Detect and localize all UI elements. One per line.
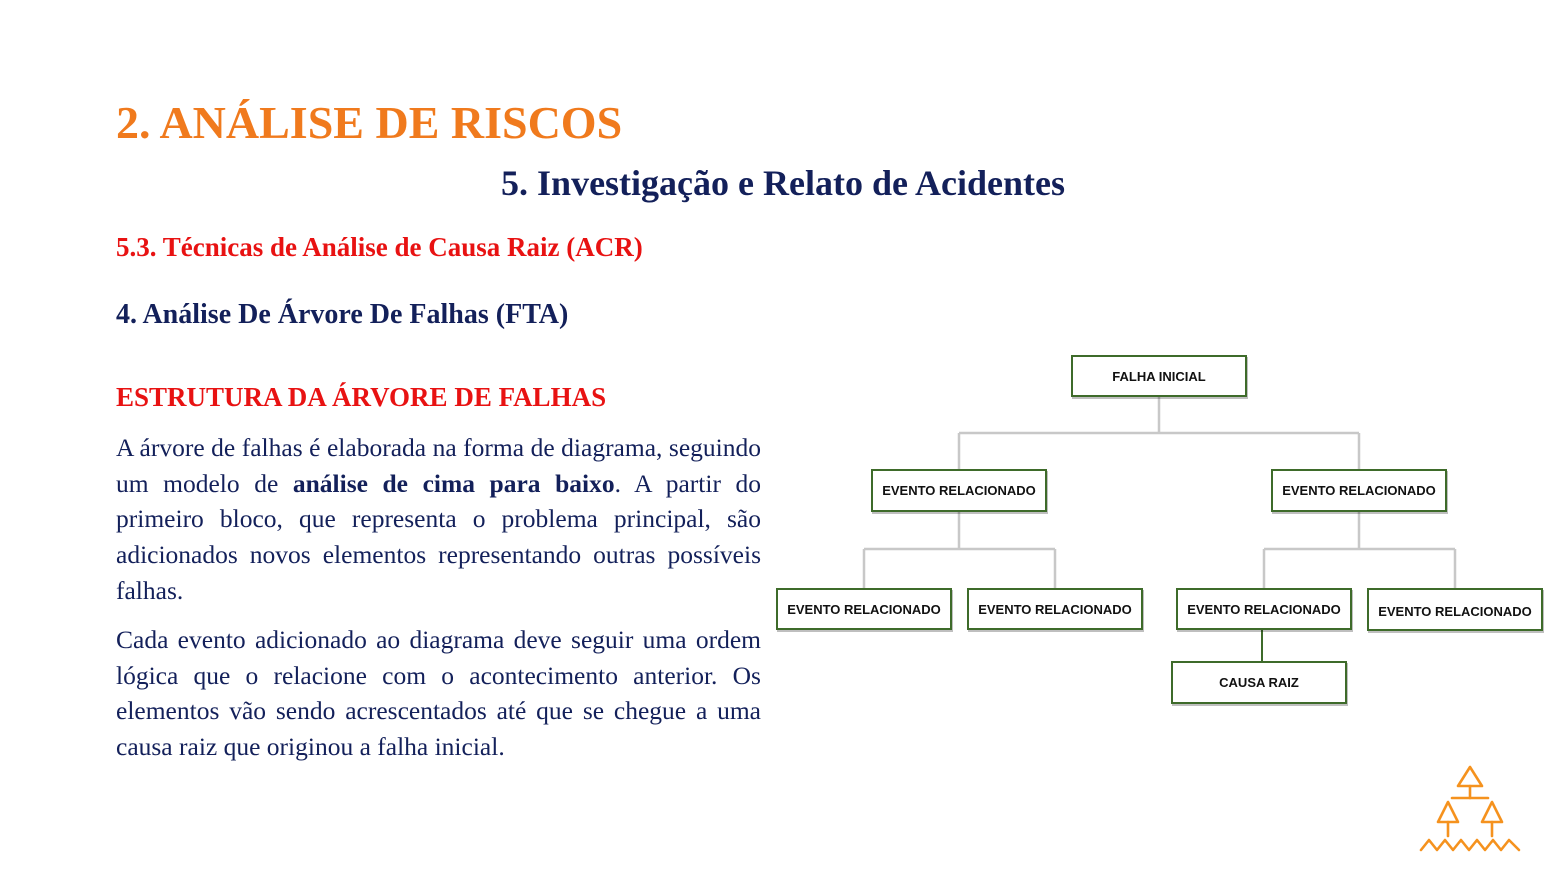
section-title: 5.3. Técnicas de Análise de Causa Raiz (ACR) [116,232,643,262]
node-evento-relacionado-l2-2: EVENTO RELACIONADO [967,588,1143,630]
connector-right-to-level2 [1264,511,1455,589]
node-causa-raiz: CAUSA RAIZ [1171,661,1347,704]
node-evento-relacionado-l1-right: EVENTO RELACIONADO [1271,469,1447,512]
connector-left-to-level2 [864,511,1055,589]
triangle-tree-logo-icon [1418,764,1522,854]
node-falha-inicial: FALHA INICIAL [1071,355,1247,397]
main-title: 2. ANÁLISE DE RISCOS [116,97,623,148]
connector-root-to-level1 [959,396,1359,470]
node-evento-relacionado-l2-4: EVENTO RELACIONADO [1367,588,1543,631]
chapter-title: 5. Investigação e Relato de Acidentes [501,163,1065,203]
structure-heading: ESTRUTURA DA ÁRVORE DE FALHAS [116,382,607,412]
paragraph1-text-start: A árvore de falhas é elaborada na forma de diagrama, seguindo um modelo de [116,433,761,498]
paragraph-logical-order: Cada evento adicionado ao diagrama deve seguir uma ordem lógica que o relacione com o acontecimento anterior. Os elementos vão sendo acrescentados até que se chegue a uma causa raiz que originou a falha inicial. [116,625,761,762]
paragraph1-bold-text: análise de cima para baixo [292,468,615,498]
node-evento-relacionado-l1-left: EVENTO RELACIONADO [871,469,1047,512]
paragraph1-text-end: . A partir do primeiro bloco, que representa o problema principal, são adicionados novos elementos representando outras possíveis falhas. [116,468,761,605]
node-evento-relacionado-l2-3: EVENTO RELACIONADO [1176,588,1352,630]
node-evento-relacionado-l2-1: EVENTO RELACIONADO [776,588,952,630]
subsection-title: 4. Análise De Árvore De Falhas (FTA) [116,299,569,330]
